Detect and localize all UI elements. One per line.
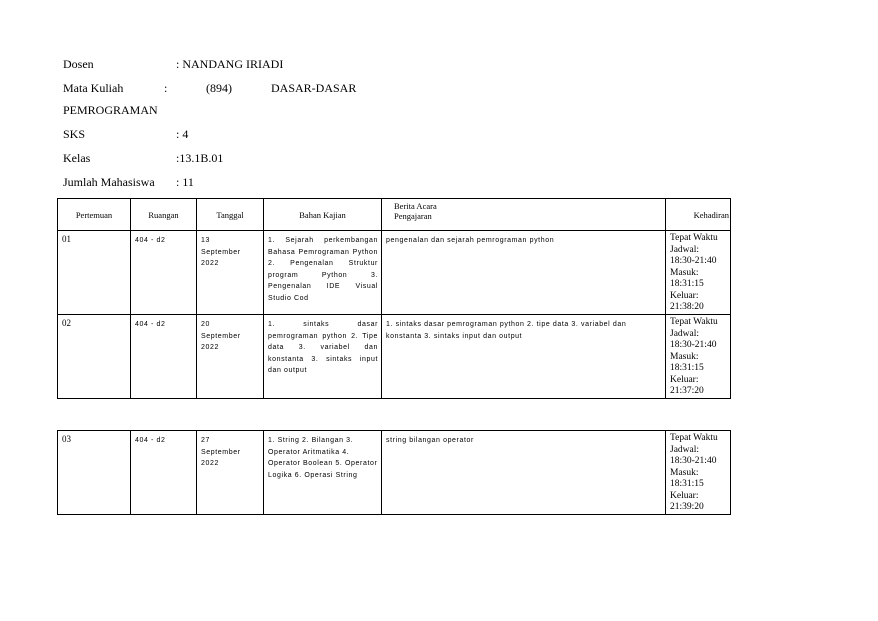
cell-pertemuan: 03: [58, 431, 131, 515]
cell-kehadiran: [666, 231, 731, 315]
kehadiran-masuk-value: 18:31:15: [670, 479, 704, 489]
sks-value: : 4: [176, 127, 189, 141]
kehadiran-keluar-label: Keluar:: [670, 290, 699, 301]
cell-kehadiran: [666, 315, 731, 399]
cell-bahan-kajian: 1. Sejarah perkembangan Bahasa Pemrograman Python 2. Pengenalan Struktur program Python 3. Pengenalan IDE Visual Studio Cod: [264, 231, 382, 315]
sks-label: SKS: [63, 127, 86, 141]
cell-tanggal: [197, 431, 264, 515]
cell-berita-acara: pengenalan dan sejarah pemrograman python: [382, 231, 666, 315]
tanggal-day: 20: [201, 321, 210, 328]
attendance-table-continued: [57, 430, 731, 515]
header-pertemuan: Pertemuan: [58, 199, 131, 231]
table-row: [58, 231, 731, 315]
header-tanggal: Tanggal: [197, 199, 264, 231]
kehadiran-status: Tepat Waktu: [670, 233, 718, 243]
kehadiran-masuk-value: 18:31:15: [670, 363, 704, 373]
kehadiran-jadwal-value: 18:30-21:40: [670, 456, 717, 466]
tanggal-day: 13: [201, 237, 210, 244]
cell-ruangan: 404 - d2: [131, 315, 197, 399]
tanggal-year: 2022: [201, 344, 219, 351]
kehadiran-jadwal-value: 18:30-21:40: [670, 256, 717, 266]
tanggal-year: 2022: [201, 260, 219, 267]
kehadiran-status: Tepat Waktu: [670, 317, 718, 327]
kehadiran-jadwal-label: Jadwal:: [670, 444, 700, 455]
header-berita-line2: Pengajaran: [394, 211, 432, 221]
kehadiran-jadwal-label: Jadwal:: [670, 244, 700, 255]
matkul-name-cont: PEMROGRAMAN: [63, 103, 158, 117]
kehadiran-keluar-value: 21:39:20: [670, 502, 704, 512]
matkul-sep: :: [164, 81, 168, 95]
cell-pertemuan: 01: [58, 231, 131, 315]
kehadiran-masuk-label: Masuk:: [670, 351, 699, 362]
kehadiran-masuk-label: Masuk:: [670, 267, 699, 278]
matkul-code: (894): [206, 81, 232, 95]
cell-berita-acara: string bilangan operator: [382, 431, 666, 515]
cell-berita-acara: 1. sintaks dasar pemrograman python 2. tipe data 3. variabel dan konstanta 3. sintaks input dan output: [382, 315, 666, 399]
kehadiran-masuk-value: 18:31:15: [670, 279, 704, 289]
matkul-label: Mata Kuliah: [63, 81, 124, 95]
kehadiran-jadwal-value: 18:30-21:40: [670, 340, 717, 350]
table-row: [58, 315, 731, 399]
cell-tanggal: [197, 231, 264, 315]
kehadiran-keluar-value: 21:38:20: [670, 302, 704, 312]
cell-tanggal: [197, 315, 264, 399]
tanggal-month: September: [201, 248, 241, 256]
header-berita-acara: [382, 199, 666, 231]
header-berita-line1: Berita Acara: [394, 201, 437, 211]
kehadiran-jadwal-label: Jadwal:: [670, 328, 700, 339]
table-header-row: [58, 199, 731, 231]
cell-bahan-kajian: 1. sintaks dasar pemrograman python 2. Tipe data 3. variabel dan konstanta 3. sintaks input dan output: [264, 315, 382, 399]
cell-bahan-kajian: 1. String 2. Bilangan 3. Operator Aritmatika 4. Operator Boolean 5. Operator Logika 6. Operasi String: [264, 431, 382, 515]
kehadiran-status: Tepat Waktu: [670, 433, 718, 443]
matkul-name: DASAR-DASAR: [271, 81, 357, 95]
tanggal-day: 27: [201, 437, 210, 444]
kehadiran-keluar-label: Keluar:: [670, 374, 699, 385]
cell-ruangan: 404 - d2: [131, 231, 197, 315]
kehadiran-keluar-value: 21:37:20: [670, 386, 704, 396]
jumlah-value: : 11: [176, 175, 194, 189]
kehadiran-masuk-label: Masuk:: [670, 467, 699, 478]
table-row: [58, 431, 731, 515]
cell-ruangan: 404 - d2: [131, 431, 197, 515]
cell-kehadiran: [666, 431, 731, 515]
kelas-value: :13.1B.01: [176, 151, 224, 165]
tanggal-year: 2022: [201, 460, 219, 467]
header-bahan-kajian: Bahan Kajian: [264, 199, 382, 231]
header-kehadiran: Kehadiran: [666, 199, 731, 231]
kehadiran-keluar-label: Keluar:: [670, 490, 699, 501]
tanggal-month: September: [201, 448, 241, 456]
cell-pertemuan: 02: [58, 315, 131, 399]
dosen-value: : NANDANG IRIADI: [176, 57, 284, 71]
tanggal-month: September: [201, 332, 241, 340]
header-ruangan: Ruangan: [131, 199, 197, 231]
attendance-table: [57, 198, 731, 399]
dosen-label: Dosen: [63, 57, 94, 71]
jumlah-label: Jumlah Mahasiswa: [63, 175, 155, 189]
kelas-label: Kelas: [63, 151, 91, 165]
